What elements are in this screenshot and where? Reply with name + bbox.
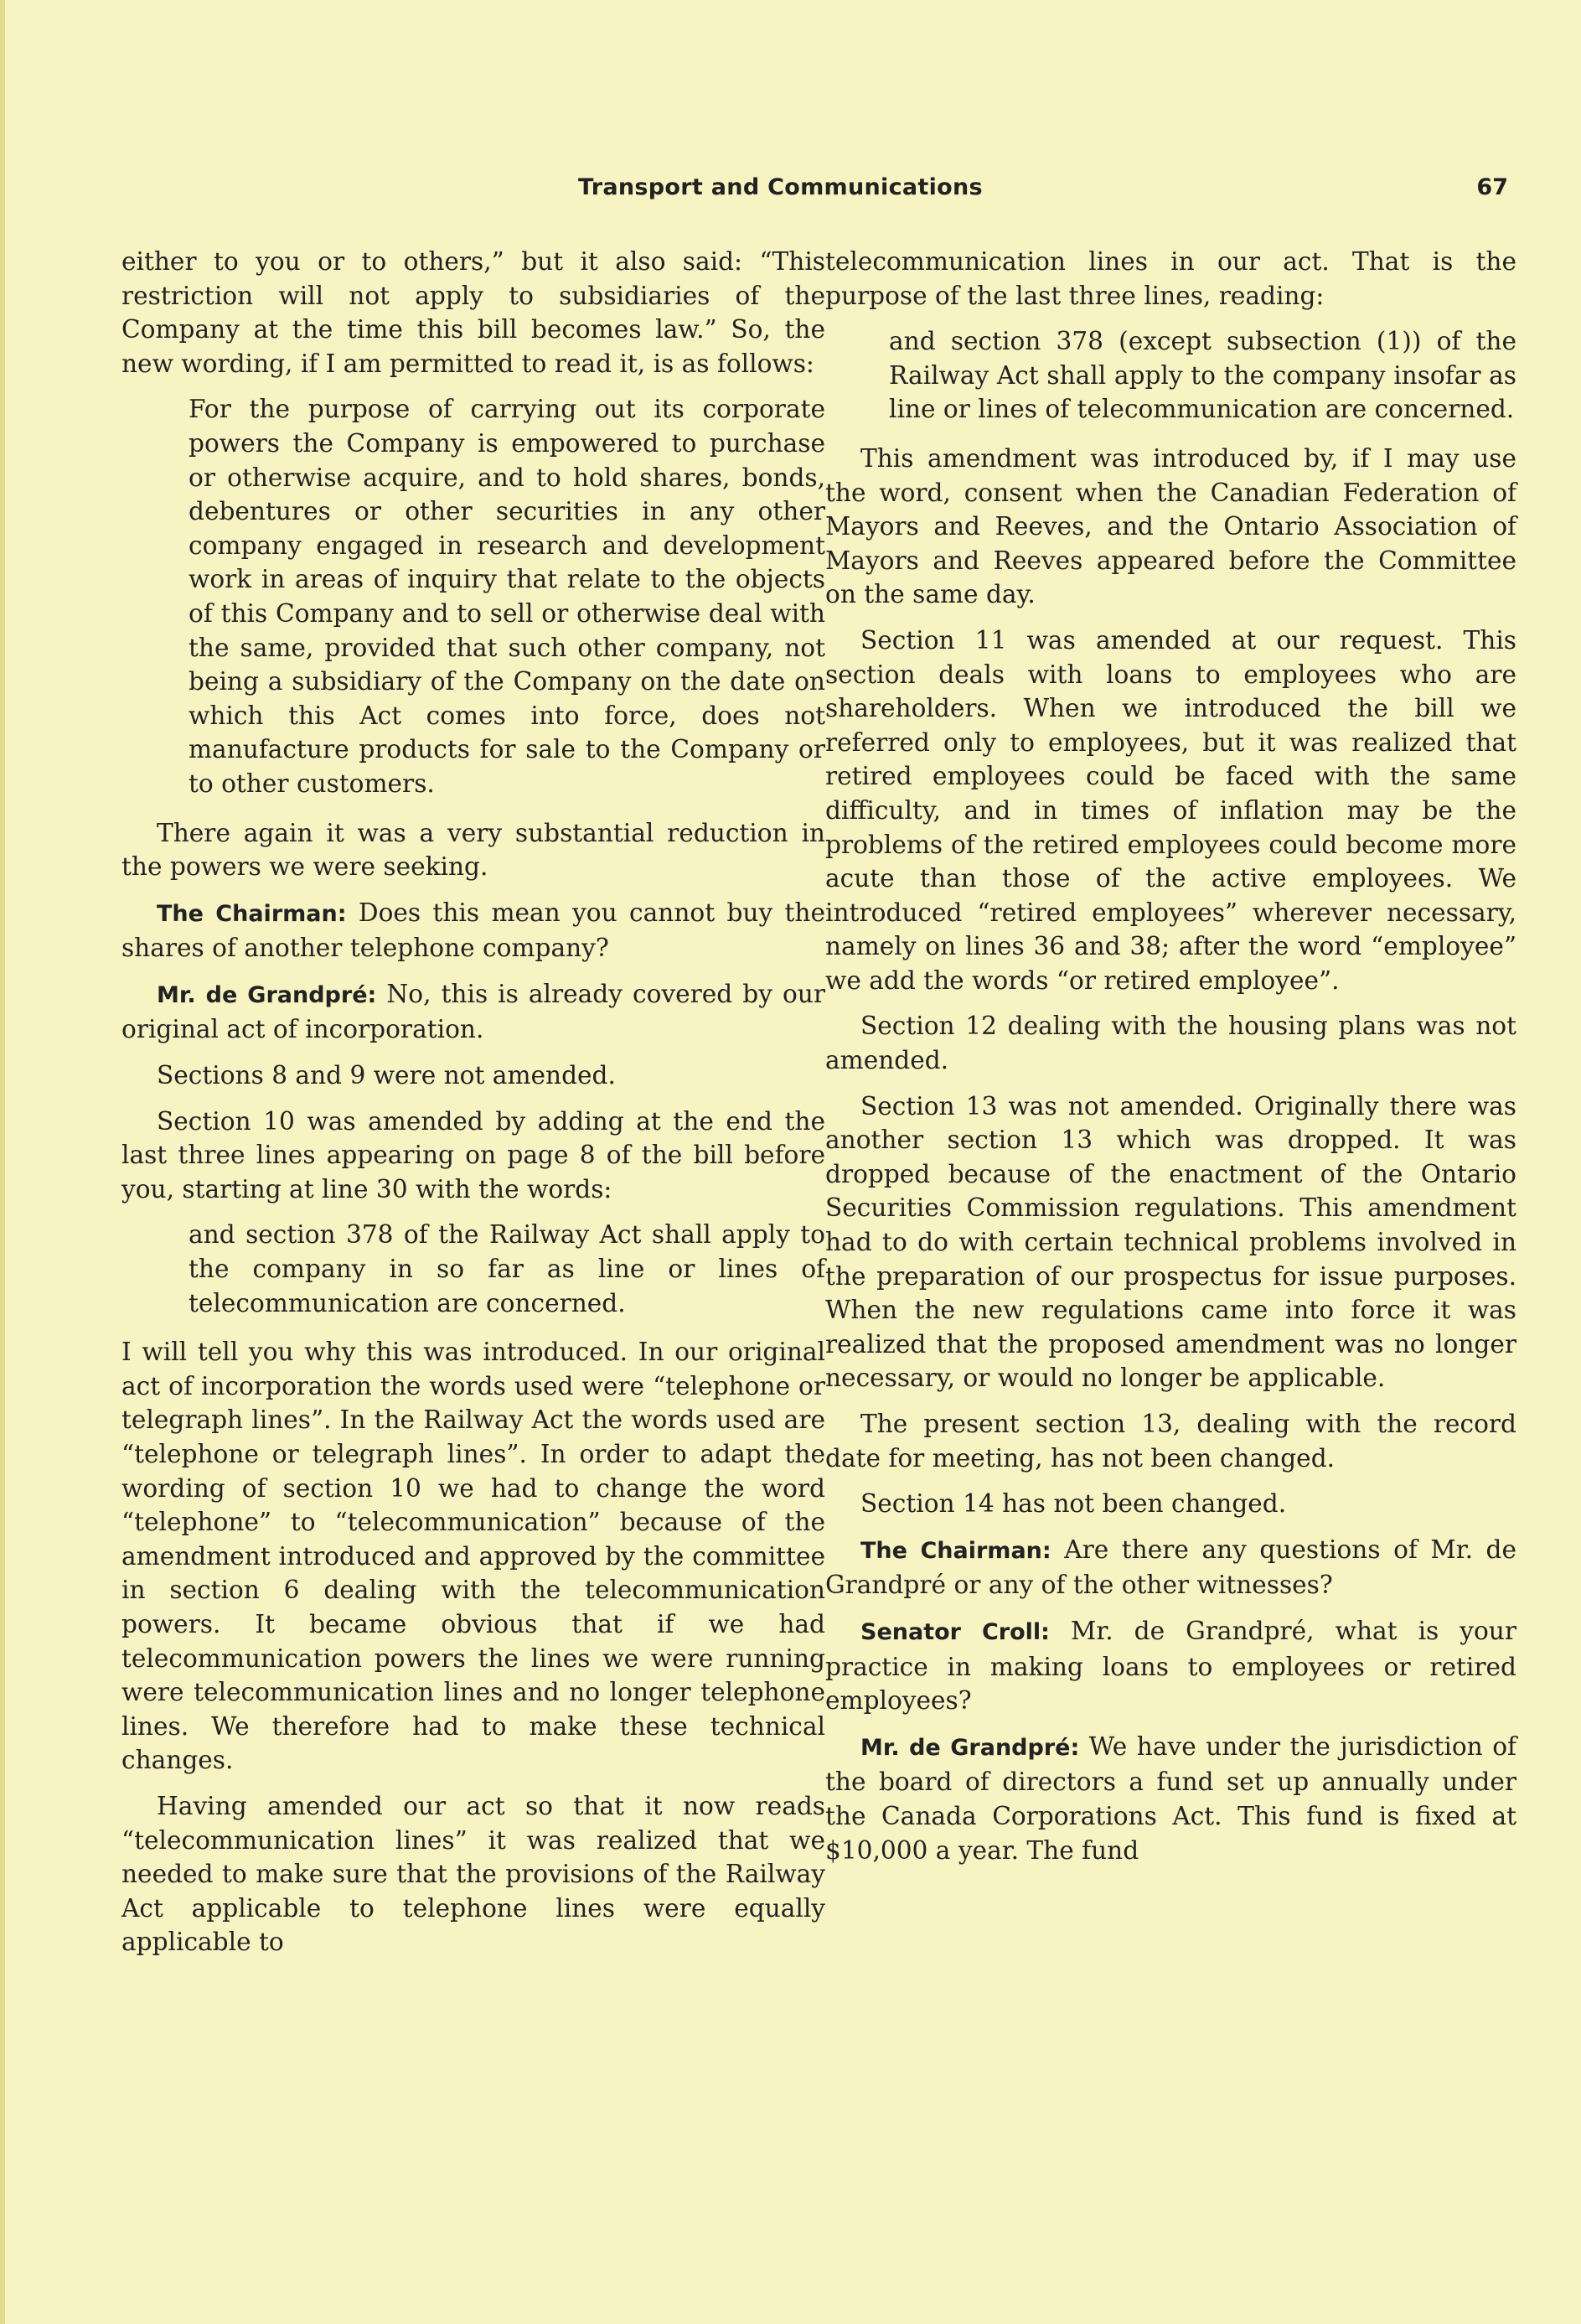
paragraph-text: Section 10 was amended by adding at the end the last three lines appearing on page 8 of the bill before you, starting at line 30 with the words: [121,1106,825,1203]
speaker-paragraph [825,1614,1516,1718]
speaker-paragraph [825,1730,1516,1867]
paragraph-text: Having amended our act so that it now reads “telecommunication lines” it was realized that we needed to make sure that the provisions of the Railway Act applicable to telephone lines were equally applicable to [121,1791,825,1957]
paragraph [121,1058,825,1093]
speaker-paragraph [121,977,825,1047]
paragraph-text: Section 11 was amended at our request. This section deals with loans to employees who are shareholders. When we introduced the bill we referred only to employees, but it was realized that retired employees could be faced with the same difficulty, and in times of inflation may be the problems of the retired employees could become more acute than those of the active employees. We introduced “retired employees” wherever necessary, namely on lines 36 and 38; after the word “employee” we add the words “or retired employee”. [825,625,1516,995]
paragraph-text: No, this is already covered by our original act of incorporation. [121,979,825,1044]
paragraph [825,1009,1516,1077]
paragraph-text: and section 378 (except subsection (1)) of the Railway Act shall apply to the company insofar as line or lines of telecommunication are concerned. [889,327,1516,424]
paragraph [121,1335,825,1778]
paragraph [825,1090,1516,1395]
page-number: 67 [1476,174,1508,200]
speaker-name: Senator Croll: [860,1618,1050,1645]
paragraph-text: Section 13 was not amended. Originally there was another section 13 which was dropped. It was dropped because of the enactment of the Ontario Securities Commission regulations. This amendment had to do with certain technical problems involved in the preparation of our prospectus for issue purposes. When the new regulations came into force it was realized that the proposed amendment was no longer necessary, or would no longer be applicable. [825,1091,1516,1393]
page-edge [0,0,5,2324]
paragraph-text: I will tell you why this was introduced. In our original act of incorporation the words used were “telephone or telegraph lines”. In the Railway Act the words used are “telephone or telegraph lines”. In order to adapt the wording of section 10 we had to change the word “telephone” to “telecommunication” because of the amendment introduced and approved by the committee in section 6 dealing with the telecommunication powers. It became obvious that if we had telecommunication powers the lines we were running were telecommunication lines and no longer telephone lines. We therefore had to make these technical changes. [121,1338,825,1775]
paragraph-text: either to you or to others,” but it also said: “This restriction will not apply to subsidiaries of the Company at the time this bill becomes law.” So, the new wording, if I am permitted to read it, is as follows: [121,247,825,378]
paragraph [825,1407,1516,1475]
speaker-name: The Chairman: [157,900,347,927]
speaker-name: The Chairman: [860,1537,1051,1564]
paragraph-text: We have under the jurisdiction of the board of directors a fund set up annually under the Canada Corporations Act. This fund is fixed at $10,000 a year. The fund [825,1731,1516,1865]
left-column [121,245,825,1971]
right-column [825,245,1516,1879]
paragraph-text: Does this mean you cannot buy the shares of another telephone company? [121,898,825,963]
speaker-paragraph [121,896,825,965]
paragraph [825,1487,1516,1521]
quoted-passage [825,324,1516,427]
paragraph [121,1105,825,1207]
paragraph-text: Sections 8 and 9 were not amended. [157,1061,616,1090]
paragraph [825,442,1516,612]
paragraph-text: This amendment was introduced by, if I may use the word, consent when the Canadian Federation of Mayors and Reeves, and the Ontario Association of Mayors and Reeves appeared before the Committee on the same day. [825,443,1516,609]
paragraph-text: Mr. de Grandpré, what is your practice in making loans to employees or retired employees? [825,1616,1516,1716]
paragraph-text: and section 378 of the Railway Act shall apply to the company in so far as line or lines of telecommunication are concerned. [189,1220,825,1317]
paragraph [121,245,825,380]
speaker-name: Mr. de Grandpré: [860,1734,1080,1761]
quoted-passage [121,392,825,800]
running-title: Transport and Communications [578,174,983,200]
paragraph [825,245,1516,313]
paragraph-text: Are there any questions of Mr. de Grandpré or any of the other witnesses? [825,1535,1516,1600]
speaker-paragraph [825,1533,1516,1602]
paragraph-text: There again it was a very substantial reduction in the powers we were seeking. [121,818,825,882]
speaker-name: Mr. de Grandpré: [157,981,377,1008]
paragraph-text: For the purpose of carrying out its corporate powers the Company is empowered to purchase or otherwise acquire, and to hold shares, bonds, debentures or other securities in any other company engaged in research and development work in areas of inquiry that relate to the objects of this Company and to sell or otherwise deal with the same, provided that such other company, not being a subsidiary of the Company on the date on which this Act comes into force, does not manufacture products for sale to the Company or to other customers. [189,395,825,798]
running-header [578,174,1508,208]
paragraph-text: telecommunication lines in our act. That is the purpose of the last three lines, reading: [825,247,1516,310]
paragraph-text: Section 14 has not been changed. [860,1489,1287,1519]
paragraph [121,816,825,884]
paragraph-text: Section 12 dealing with the housing plans was not amended. [825,1012,1516,1075]
paragraph [825,624,1516,998]
quoted-passage [121,1218,825,1320]
paragraph [121,1789,825,1959]
paragraph-text: The present section 13, dealing with the record date for meeting, has not been changed. [825,1410,1516,1473]
